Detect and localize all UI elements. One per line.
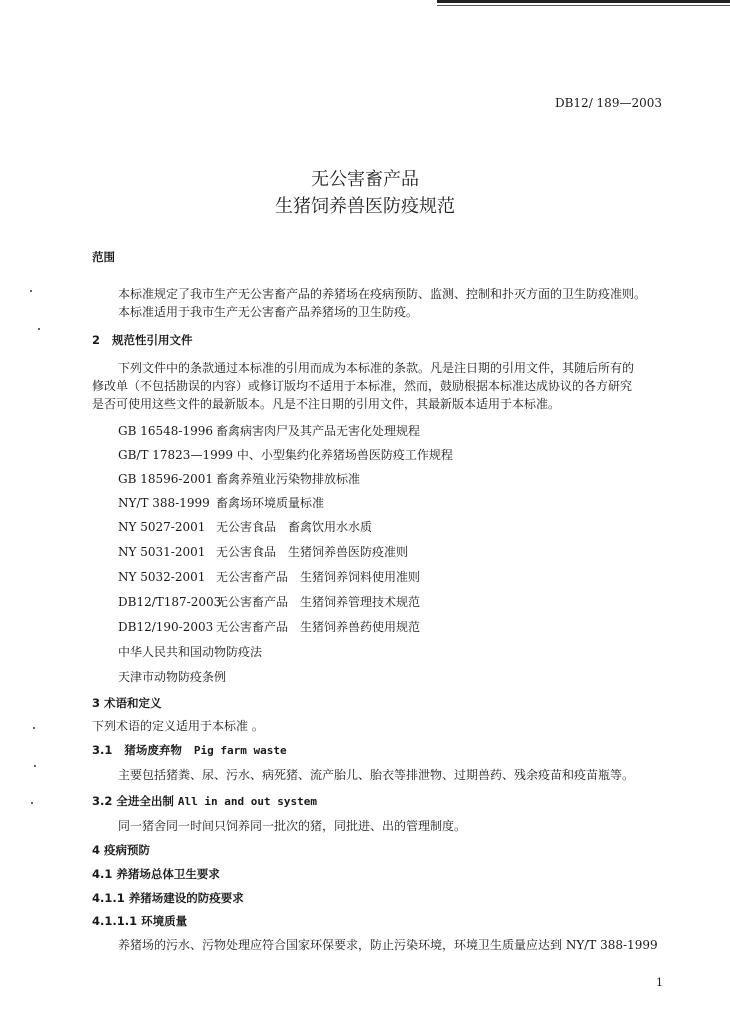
term-3-1-definition: 主要包括猪粪、尿、污水、病死猪、流产胎儿、胎衣等排泄物、过期兽药、残余疫苗和疫苗瓶等。	[118, 768, 635, 782]
reference-title: 无公害食品 畜禽饮用水水质	[216, 520, 373, 534]
section-2-heading	[92, 332, 193, 348]
reference-code: DB12/T187-2003	[118, 595, 222, 609]
scan-speck	[38, 328, 40, 330]
header-rule	[437, 0, 730, 3]
section-1-paragraph-2: 本标准适用于我市生产无公害畜产品养猪场的卫生防疫。	[118, 305, 419, 319]
law-item: 天津市动物防疫条例	[118, 670, 227, 684]
reference-title: 畜禽病害肉尸及其产品无害化处理规程	[216, 424, 421, 438]
reference-item	[118, 519, 372, 535]
term-name-cn: 全进全出制	[116, 794, 174, 808]
section-3-intro: 下列术语的定义适用于本标准 。	[92, 719, 264, 733]
reference-title: 畜禽养殖业污染物排放标准	[216, 472, 361, 486]
reference-title: 无公害畜产品 生猪饲养饲料使用准则	[216, 570, 421, 584]
term-name-cn: 猪场废弃物	[124, 743, 182, 757]
term-3-1-heading	[92, 742, 287, 759]
section-2-title: 规范性引用文件	[112, 333, 193, 347]
scan-speck	[31, 802, 33, 804]
section-2-paragraph-line-1: 下列文件中的条款通过本标准的引用而成为本标准的条款。凡是注日期的引用文件，其随后所有的	[118, 361, 635, 375]
title-line-1: 无公害畜产品	[311, 169, 419, 190]
reference-title: 无公害食品 生猪饲养兽医防疫准则	[216, 545, 409, 559]
reference-code: GB 18596-2001	[118, 472, 213, 486]
section-1-paragraph-1: 本标准规定了我市生产无公害畜产品的养猪场在疫病预防、监测、控制和扑灭方面的卫生防疫准则。	[118, 287, 647, 301]
section-2-paragraph-line-3: 是否可使用这些文件的最新版本。凡是不注日期的引用文件，其最新版本适用于本标准。	[92, 397, 561, 411]
section-2-paragraph-line-2: 修改单（不包括勘误的内容）或修订版均不适用于本标准，然而，鼓励根据本标准达成协议的各方研究	[92, 379, 633, 393]
reference-code: GB/T 17823—1999	[118, 448, 233, 462]
reference-item	[118, 495, 324, 511]
reference-title: 中、小型集约化养猪场兽医防疫工作规程	[236, 448, 453, 462]
header-rule-thin	[437, 5, 730, 6]
scan-speck	[30, 290, 32, 292]
term-name-en: Pig farm waste	[193, 744, 287, 757]
reference-title: 无公害畜产品 生猪饲养管理技术规范	[216, 595, 421, 609]
reference-title: 畜禽场环境质量标准	[216, 496, 325, 510]
reference-code: NY 5027-2001	[118, 520, 206, 534]
section-4-1-heading: 4.1 养猪场总体卫生要求	[92, 867, 220, 881]
section-3-heading: 3 术语和定义	[92, 696, 162, 710]
reference-item	[118, 423, 420, 439]
reference-item	[118, 471, 360, 487]
reference-code: DB12/190-2003	[118, 620, 214, 634]
document-number: DB12/ 189—2003	[554, 96, 662, 110]
section-4-1-1-1-heading: 4.1.1.1 环境质量	[92, 914, 188, 928]
page-number: 1	[656, 976, 663, 989]
reference-code: NY 5031-2001	[118, 545, 206, 559]
section-1-heading: 范围	[92, 250, 115, 264]
term-number: 3.2	[92, 794, 113, 808]
term-3-2-heading	[92, 793, 317, 810]
reference-item	[118, 447, 453, 463]
scan-speck	[34, 765, 36, 767]
law-item: 中华人民共和国动物防疫法	[118, 645, 263, 659]
reference-item	[118, 594, 420, 610]
scan-speck	[33, 727, 35, 729]
reference-item	[118, 544, 408, 560]
term-3-2-definition: 同一猪舍同一时间只饲养同一批次的猪，同批进、出的管理制度。	[118, 819, 467, 833]
section-2-number: 2	[92, 333, 101, 347]
section-4-1-1-heading: 4.1.1 养猪场建设的防疫要求	[92, 891, 244, 905]
title-line-2: 生猪饲养兽医防疫规范	[275, 196, 455, 217]
reference-code: NY/T 388-1999	[118, 496, 210, 510]
term-name-en: All in and out system	[177, 795, 317, 808]
reference-item	[118, 619, 420, 635]
reference-code: GB 16548-1996	[118, 424, 213, 438]
reference-title: 无公害畜产品 生猪饲养兽药使用规范	[216, 620, 421, 634]
section-4-1-1-1-paragraph: 养猪场的污水、污物处理应符合国家环保要求，防止污染环境，环境卫生质量应达到 NY/T 388-1999	[118, 938, 658, 952]
reference-code: NY 5032-2001	[118, 570, 206, 584]
section-4-heading: 4 疫病预防	[92, 843, 151, 857]
reference-item	[118, 569, 420, 585]
term-number: 3.1	[92, 743, 113, 757]
